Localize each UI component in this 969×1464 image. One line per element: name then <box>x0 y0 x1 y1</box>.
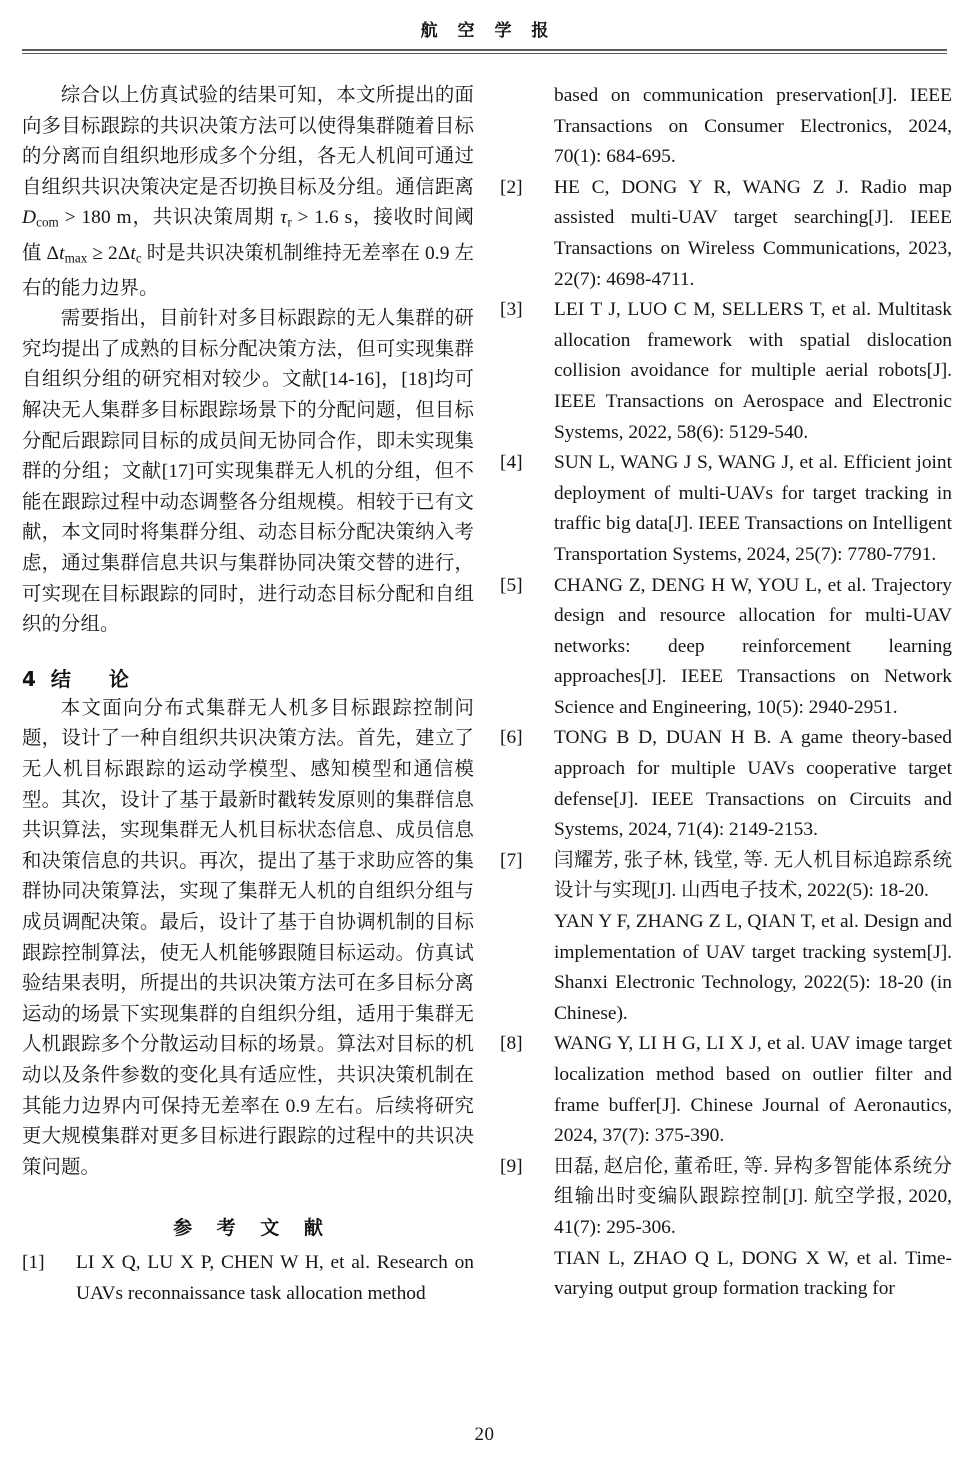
reference-item <box>500 81 952 173</box>
reference-text <box>554 1152 952 1305</box>
reference-number: [6] <box>500 727 523 749</box>
reference-item <box>500 846 952 1030</box>
reference-number: [3] <box>500 299 523 321</box>
section-number: 4 <box>22 666 37 691</box>
header-rule <box>22 49 947 54</box>
reference-text: CHANG Z, DENG H W, YOU L, et al. Trajectory design and resource allocation for multi-UAV networks: deep reinforcement learning approaches[J]. IEEE Transactions on Network Science and Engineering, 10(5): 2940-2951. <box>554 574 952 718</box>
section-heading-conclusion <box>22 663 474 692</box>
paragraph-conclusion-summary <box>22 81 474 304</box>
reference-text: LEI T J, LUO C M, SELLERS T, et al. Multitask allocation framework with spatial dislocation collision avoidance for multiple aerial robots[J]. IEEE Transactions on Aerospace and Electronic Systems, 2022, 58(6): 5129-540. <box>554 299 952 443</box>
reference-item <box>500 1152 952 1305</box>
page-number: 20 <box>474 1424 495 1445</box>
para-seg-text-3: ，接收时间阈值 <box>22 207 474 264</box>
reference-text: based on communication preservation[J]. IEEE Transactions on Consumer Electronics, 2024, 70(1): 684-695. <box>554 85 952 168</box>
para-seg-text-2: ，共识决策周期 <box>131 207 281 229</box>
reference-item <box>500 571 952 724</box>
reference-list-right <box>500 81 952 1305</box>
running-head: 航 空 学 报 <box>420 21 556 41</box>
references-heading: 参 考 文 献 <box>173 1217 332 1240</box>
reference-text: WANG Y, LI H G, LI X J, et al. UAV image target localization method based on outlier filter and frame buffer[J]. Chinese Journal of Aeronautics, 2024, 37(7): 375-390. <box>554 1033 952 1147</box>
reference-text-cn: 闫耀芳, 张子林, 钱堂, 等. 无人机目标追踪系统设计与实现[J]. 山西电子技术, 2022(5): 18-20. <box>554 849 952 902</box>
reference-number: [4] <box>500 452 523 474</box>
reference-number: [7] <box>500 849 523 871</box>
reference-text: LI X Q, LU X P, CHEN W H, et al. Research on UAVs reconnaissance task allocation method <box>76 1252 474 1304</box>
reference-text <box>554 846 952 1030</box>
reference-item <box>500 1029 952 1151</box>
paragraph-conclusion: 本文面向分布式集群无人机多目标跟踪控制问题，设计了一种自组织共识决策方法。首先，建立了无人机目标跟踪的运动学模型、感知模型和通信模型。其次，设计了基于最新时戳转发原则的集群信息共识算法，实现集群无人机目标状态信息、成员信息和决策信息的共识。再次，提出了基于求助应答的集群协同决策算法，实现了集群无人机的自组织分组与成员调配决策。最后，设计了基于自协调机制的目标跟踪控制算法，使无人机能够跟随目标运动。仿真试验结果表明，所提出的共识决策方法可在多目标分离运动的场景下实现集群的自组织分组，适用于集群无人机跟踪多个分散运动目标的场景。算法对目标的机动以及条件参数的变化具有适应性，共识决策机制在其能力边界内可保持无差率在 0.9 左右。后续将研究更大规模集群对更多目标进行跟踪的过程中的共识决策问题。 <box>22 697 474 1178</box>
reference-list-left <box>22 1248 474 1309</box>
reference-text-translation: YAN Y F, ZHANG Z L, QIAN T, et al. Design and implementation of UAV target tracking system[J]. Shanxi Electronic Technology, 2022(5): 18-20 (in Chinese). <box>554 911 952 1024</box>
right-column <box>500 81 952 1309</box>
reference-item <box>500 723 952 845</box>
para-seg-text-4: 时是共识决策机制维持无差率在 0.9 左右的能力边界。 <box>22 242 474 299</box>
two-column-body <box>22 81 952 1309</box>
reference-item <box>500 173 952 295</box>
reference-text: TONG B D, DUAN H B. A game theory-based approach for multiple UAVs cooperative target defense[J]. IEEE Transactions on Circuits and Systems, 2024, 71(4): 2149-2153. <box>554 727 952 841</box>
reference-number: [5] <box>500 574 523 596</box>
reference-item <box>500 295 952 448</box>
reference-number: [1] <box>22 1252 45 1274</box>
reference-text-cn: 田磊, 赵启伦, 董希旺, 等. 异构多智能体系统分组输出时变编队跟踪控制[J]. 航空学报, 2020, 41(7): 295-306. <box>554 1155 952 1238</box>
math-delta-t: $\Delta t_{max} \ge 2\Delta t_c$ <box>46 242 142 266</box>
reference-number: [8] <box>500 1033 523 1055</box>
reference-text-translation: TIAN L, ZHAO Q L, DONG X W, et al. Time-varying output group formation tracking for <box>554 1247 952 1300</box>
paragraph-related-work: 需要指出，目前针对多目标跟踪的无人集群的研究均提出了成熟的目标分配决策方法，但可实现集群自组织分组的研究相对较少。文献[14-16]，[18]均可解决无人集群多目标跟踪场景下的分配问题，但目标分配后跟踪同目标的成员间无协同合作，即未实现集群的分组；文献[17]可实现集群无人机的分组，但不能在跟踪过程中动态调整各分组规模。相较于已有文献，本文同时将集群分组、动态目标分配决策纳入考虑，通过集群信息共识与集群协同决策交替的进行，可实现在目标跟踪的同时，进行动态目标分配和自组织的分组。 <box>22 308 474 636</box>
reference-item <box>500 448 952 570</box>
reference-number: [2] <box>500 176 523 198</box>
reference-number: [9] <box>500 1155 523 1177</box>
reference-item <box>22 1248 474 1309</box>
math-tau-r: $\tau_r > 1.6$ s <box>280 207 353 230</box>
reference-text: HE C, DONG Y R, WANG Z J. Radio map assisted multi-UAV target searching[J]. IEEE Transactions on Wireless Communications, 2023, 22(7): 4698-4711. <box>554 176 952 290</box>
reference-text: SUN L, WANG J S, WANG J, et al. Efficient joint deployment of multi-UAVs for target tracking in traffic big data[J]. IEEE Transactions on Intelligent Transportation Systems, 2024, 25(7): 7780-7791. <box>554 452 952 565</box>
para-seg-text-1: 综合以上仿真试验的结果可知，本文所提出的面向多目标跟踪的共识决策方法可以使得集群随着目标的分离而自组织地形成多个分组，各无人机间可通过自组织共识决策决定是否切换目标及分组。通信距离 <box>22 85 474 198</box>
section-title-text: 结 论 <box>50 666 138 691</box>
math-dcom: $D_{com} > 180$ m <box>22 207 132 230</box>
left-column <box>22 81 474 1309</box>
